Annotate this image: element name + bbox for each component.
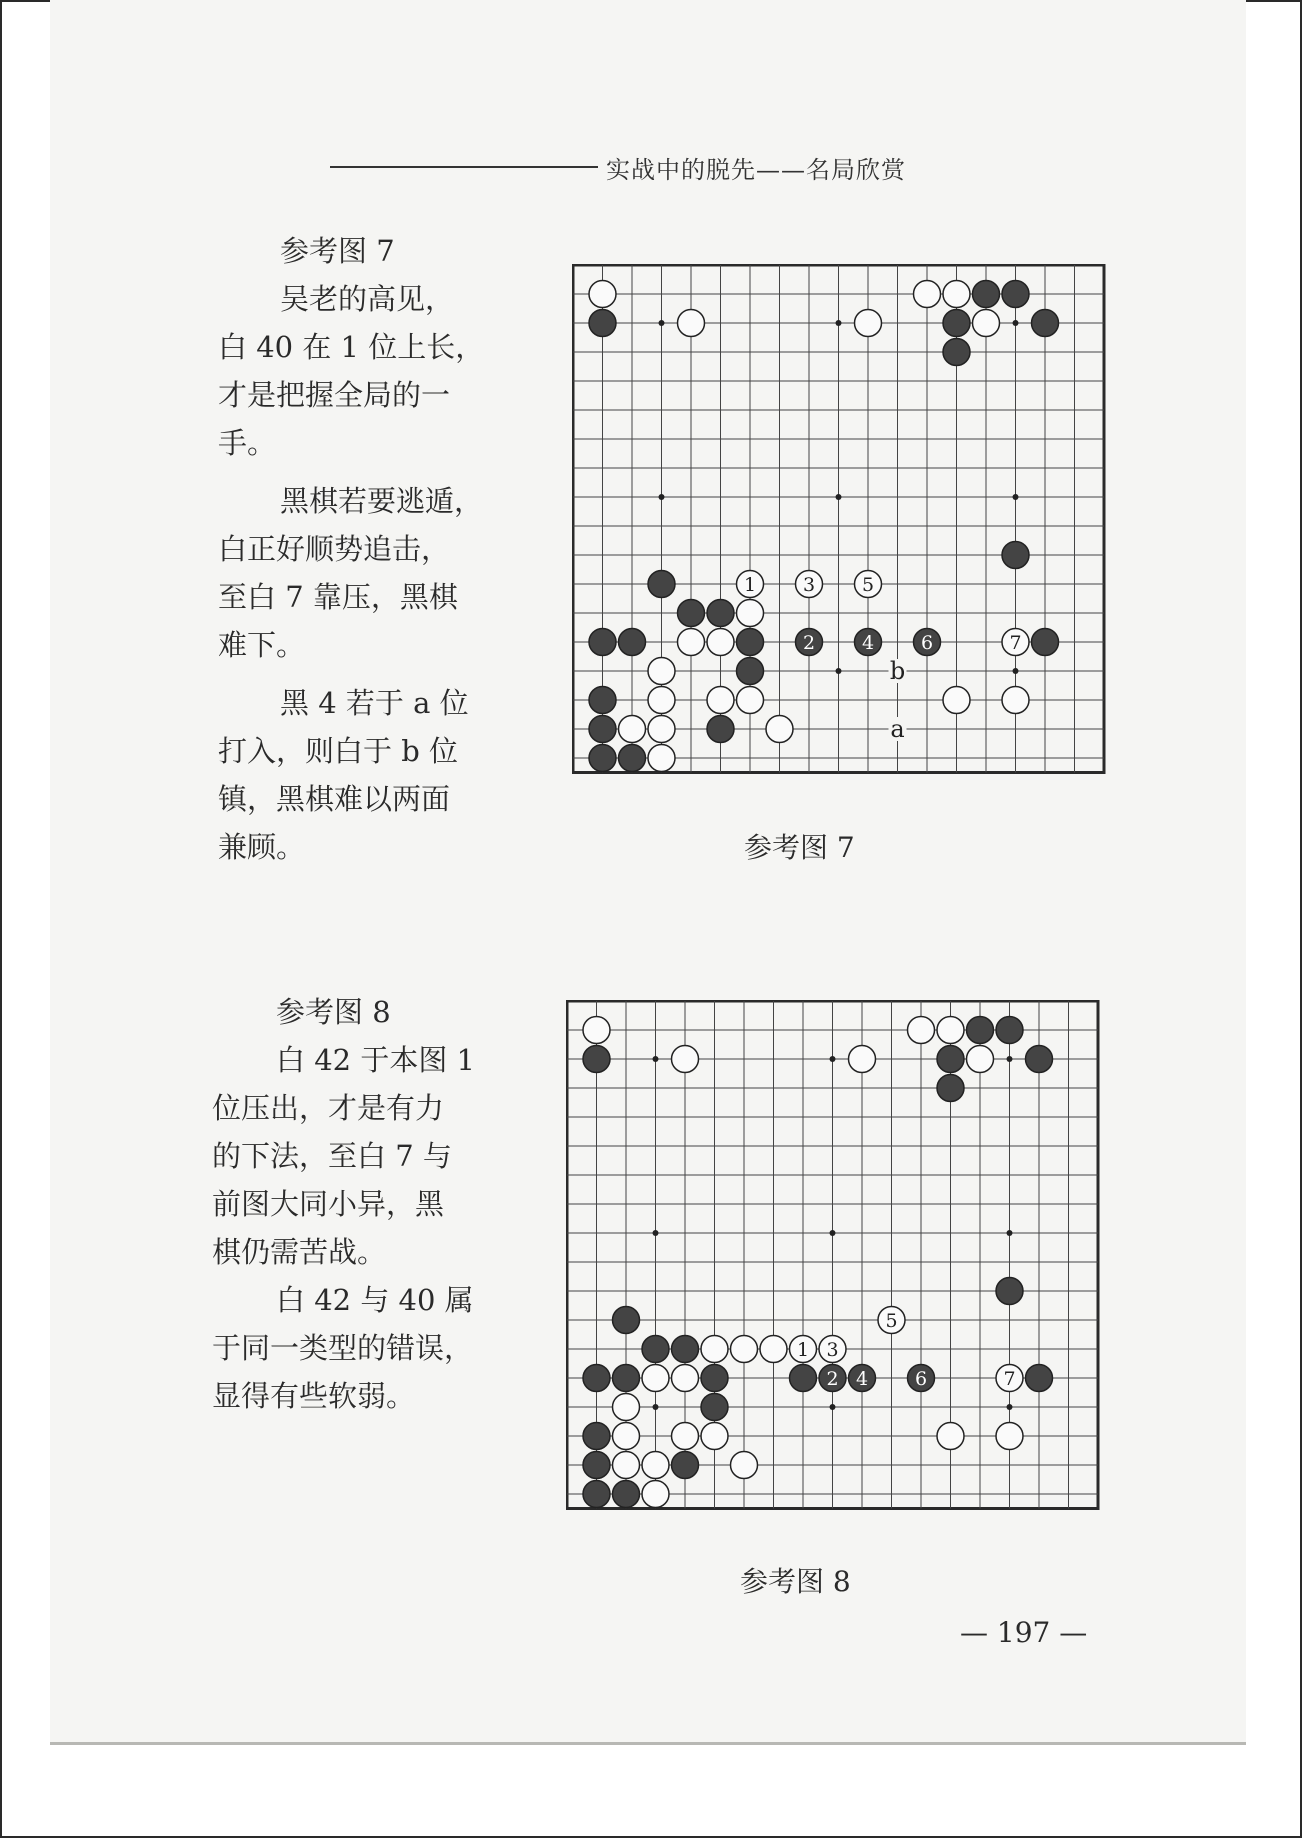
black-stone [619, 629, 646, 656]
black-stone [973, 281, 1000, 308]
star-point [1013, 320, 1019, 326]
figure7-paragraph-2 [218, 477, 498, 669]
star-point [1013, 494, 1019, 500]
figure7-caption: 参考图 7 [744, 831, 855, 864]
white-stone [642, 1365, 669, 1392]
text-line: 才是把握全局的一 [218, 378, 451, 412]
black-stone [678, 600, 705, 627]
white-stone [914, 281, 941, 308]
white-stone [707, 687, 734, 714]
star-point [653, 1404, 659, 1410]
white-stone [701, 1336, 728, 1363]
text-line: 显得有些软弱。 [212, 1379, 416, 1413]
black-stone [790, 1365, 817, 1392]
move-number: 5 [885, 1310, 898, 1332]
black-stone [1002, 542, 1029, 569]
white-stone [737, 687, 764, 714]
star-point [1013, 668, 1019, 674]
white-stone [613, 1423, 640, 1450]
white-stone [760, 1336, 787, 1363]
black-stone [1032, 310, 1059, 337]
white-stone [737, 571, 764, 598]
black-stone [937, 1046, 964, 1073]
white-stone [701, 1423, 728, 1450]
figure7-heading: 参考图 7 [280, 234, 395, 268]
star-point [1007, 1056, 1013, 1062]
header-rule [330, 166, 598, 168]
white-stone [967, 1046, 994, 1073]
black-stone [707, 716, 734, 743]
move-number: 2 [826, 1368, 839, 1390]
text-line: 白 42 与 40 属 [276, 1283, 474, 1317]
star-point [1007, 1230, 1013, 1236]
black-stone [943, 339, 970, 366]
black-stone [648, 571, 675, 598]
black-stone [1002, 281, 1029, 308]
black-stone [796, 629, 823, 656]
page-number: — 197 — [960, 1616, 1088, 1649]
go-board-figure8 [566, 1000, 1104, 1528]
figure8-caption: 参考图 8 [740, 1565, 851, 1598]
text-line: 的下法，至白 7 与 [212, 1139, 452, 1173]
black-stone [613, 1307, 640, 1334]
black-stone [583, 1046, 610, 1073]
black-stone [701, 1394, 728, 1421]
white-stone [613, 1394, 640, 1421]
star-point [659, 494, 665, 500]
white-stone [678, 629, 705, 656]
move-number: 6 [920, 632, 934, 654]
text-line: 于同一类型的错误， [212, 1331, 474, 1365]
black-stone [937, 1075, 964, 1102]
move-number: 4 [861, 632, 875, 654]
white-stone [613, 1452, 640, 1479]
figure8-text [212, 988, 502, 1420]
black-stone [737, 658, 764, 685]
star-point [830, 1056, 836, 1062]
text-line: 白 42 于本图 1 [276, 1043, 476, 1077]
white-stone [678, 310, 705, 337]
move-number: 1 [796, 1339, 810, 1361]
move-number: 6 [914, 1368, 928, 1390]
text-line: 手。 [218, 426, 277, 460]
black-stone [914, 629, 941, 656]
black-stone [589, 687, 616, 714]
text-line: 至白 7 靠压，黑棋 [218, 580, 458, 614]
black-stone [583, 1423, 610, 1450]
black-stone [701, 1365, 728, 1392]
white-stone [849, 1046, 876, 1073]
text-line: 镇，黑棋难以两面 [218, 782, 451, 816]
black-stone [589, 716, 616, 743]
text-line: 吴老的高见， [280, 282, 455, 316]
white-stone [642, 1481, 669, 1508]
black-stone [583, 1365, 610, 1392]
star-point [836, 320, 842, 326]
black-stone [849, 1365, 876, 1392]
black-stone [672, 1336, 699, 1363]
figure8-heading: 参考图 8 [276, 995, 391, 1029]
white-stone [855, 571, 882, 598]
black-stone [589, 745, 616, 772]
black-stone [737, 629, 764, 656]
black-stone [613, 1481, 640, 1508]
black-stone [1026, 1046, 1053, 1073]
star-point [653, 1056, 659, 1062]
white-stone [648, 658, 675, 685]
white-stone [973, 310, 1000, 337]
black-stone [908, 1365, 935, 1392]
point-label: a [890, 715, 905, 743]
text-line: 兼顾。 [218, 830, 306, 864]
white-stone [583, 1017, 610, 1044]
black-stone [1032, 629, 1059, 656]
move-number: 3 [802, 574, 816, 596]
white-stone [855, 310, 882, 337]
white-stone [943, 687, 970, 714]
white-stone [731, 1336, 758, 1363]
white-stone [937, 1017, 964, 1044]
text-line: 位压出，才是有力 [212, 1091, 445, 1125]
figure8-paragraph-2 [212, 1276, 502, 1420]
black-stone [589, 310, 616, 337]
star-point [653, 1230, 659, 1236]
white-stone [1002, 629, 1029, 656]
point-label: b [889, 657, 906, 685]
black-stone [943, 310, 970, 337]
figure7-paragraph-3 [218, 679, 498, 871]
figure7-text [218, 227, 498, 871]
white-stone [996, 1365, 1023, 1392]
white-stone [731, 1452, 758, 1479]
star-point [830, 1230, 836, 1236]
white-stone [619, 716, 646, 743]
black-stone [613, 1365, 640, 1392]
white-stone [796, 571, 823, 598]
text-line: 前图大同小异，黑 [212, 1187, 445, 1221]
star-point [836, 668, 842, 674]
figure7-paragraph-1 [218, 275, 498, 467]
text-line: 白 40 在 1 位上长， [218, 330, 485, 364]
move-number: 7 [1009, 632, 1022, 654]
white-stone [642, 1452, 669, 1479]
white-stone [589, 281, 616, 308]
white-stone [672, 1365, 699, 1392]
white-stone [672, 1046, 699, 1073]
white-stone [937, 1423, 964, 1450]
black-stone [819, 1365, 846, 1392]
black-stone [996, 1017, 1023, 1044]
white-stone [648, 716, 675, 743]
white-stone [737, 600, 764, 627]
black-stone [583, 1452, 610, 1479]
star-point [836, 494, 842, 500]
black-stone [1026, 1365, 1053, 1392]
text-line: 黑棋若要逃遁， [280, 484, 484, 518]
black-stone [855, 629, 882, 656]
white-stone [943, 281, 970, 308]
move-number: 1 [743, 574, 757, 596]
header-title: 实战中的脱先——名局欣赏 [606, 156, 906, 184]
white-stone [819, 1336, 846, 1363]
black-stone [619, 745, 646, 772]
move-number: 5 [861, 574, 875, 596]
move-number: 2 [802, 632, 816, 654]
text-line: 白正好顺势追击， [218, 532, 451, 566]
star-point [1007, 1404, 1013, 1410]
star-point [659, 320, 665, 326]
white-stone [996, 1423, 1023, 1450]
black-stone [672, 1452, 699, 1479]
figure8-paragraph-1 [212, 1036, 502, 1276]
star-point [830, 1404, 836, 1410]
move-number: 3 [826, 1339, 839, 1361]
text-line: 棋仍需苦战。 [212, 1235, 387, 1269]
white-stone [648, 745, 675, 772]
black-stone [967, 1017, 994, 1044]
white-stone [908, 1017, 935, 1044]
white-stone [648, 687, 675, 714]
black-stone [707, 600, 734, 627]
running-header [330, 150, 1090, 186]
black-stone [642, 1336, 669, 1363]
black-stone [589, 629, 616, 656]
white-stone [672, 1423, 699, 1450]
text-line: 黑 4 若于 a 位 [280, 686, 469, 720]
move-number: 7 [1003, 1368, 1016, 1390]
white-stone [707, 629, 734, 656]
move-number: 4 [855, 1368, 869, 1390]
black-stone [996, 1278, 1023, 1305]
white-stone [790, 1336, 817, 1363]
white-stone [766, 716, 793, 743]
text-line: 难下。 [218, 628, 306, 662]
go-board-figure7 [572, 264, 1110, 792]
black-stone [583, 1481, 610, 1508]
white-stone [878, 1307, 905, 1334]
white-stone [1002, 687, 1029, 714]
text-line: 打入，则白于 b 位 [218, 734, 459, 768]
